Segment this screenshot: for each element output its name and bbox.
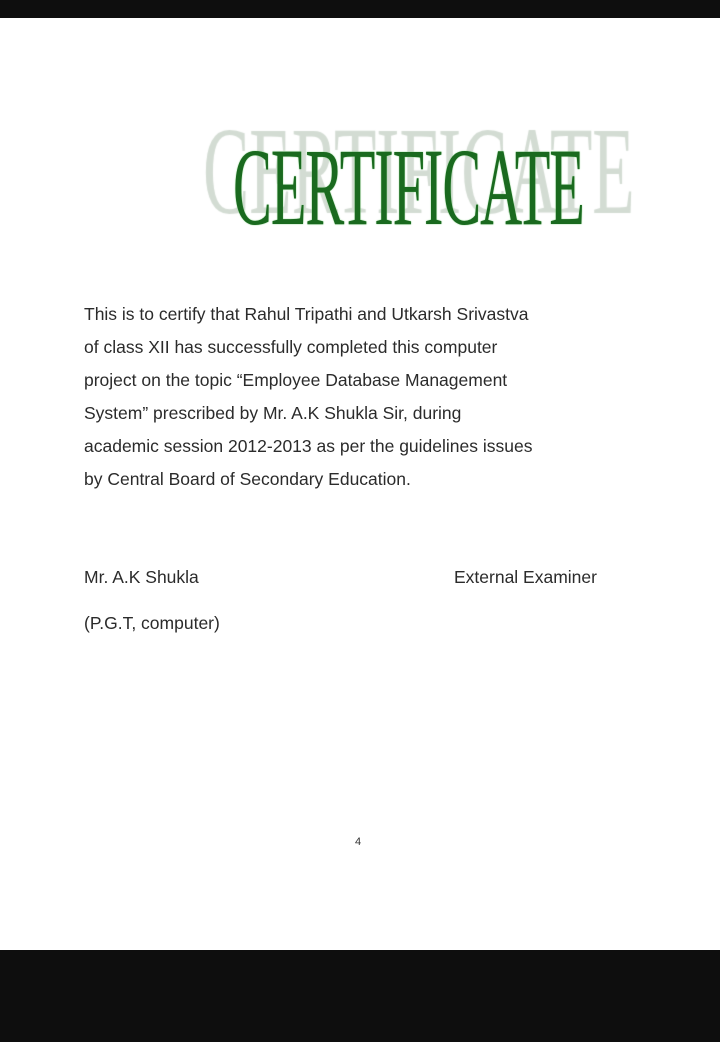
signatory-examiner [454, 554, 597, 600]
certificate-body [84, 298, 532, 496]
body-line: project on the topic “Employee Database Management [84, 370, 508, 390]
body-line: of class XII has successfully completed this computer [84, 337, 498, 357]
body-line: academic session 2012-2013 as per the guidelines issues [84, 436, 533, 456]
heading-title: CERTIFICATE [233, 126, 584, 248]
examiner-label: External Examiner [454, 567, 597, 587]
teacher-designation: (P.G.T, computer) [84, 613, 220, 633]
teacher-name: Mr. A.K Shukla [84, 567, 199, 587]
signatory-teacher [84, 554, 220, 646]
document-page [0, 18, 720, 950]
certificate-heading [0, 18, 720, 278]
page-number: 4 [355, 836, 362, 848]
body-line: by Central Board of Secondary Education. [84, 469, 411, 489]
body-line: System” prescribed by Mr. A.K Shukla Sir, during [84, 403, 462, 423]
body-line: This is to certify that Rahul Tripathi and Utkarsh Srivastva [84, 304, 529, 324]
